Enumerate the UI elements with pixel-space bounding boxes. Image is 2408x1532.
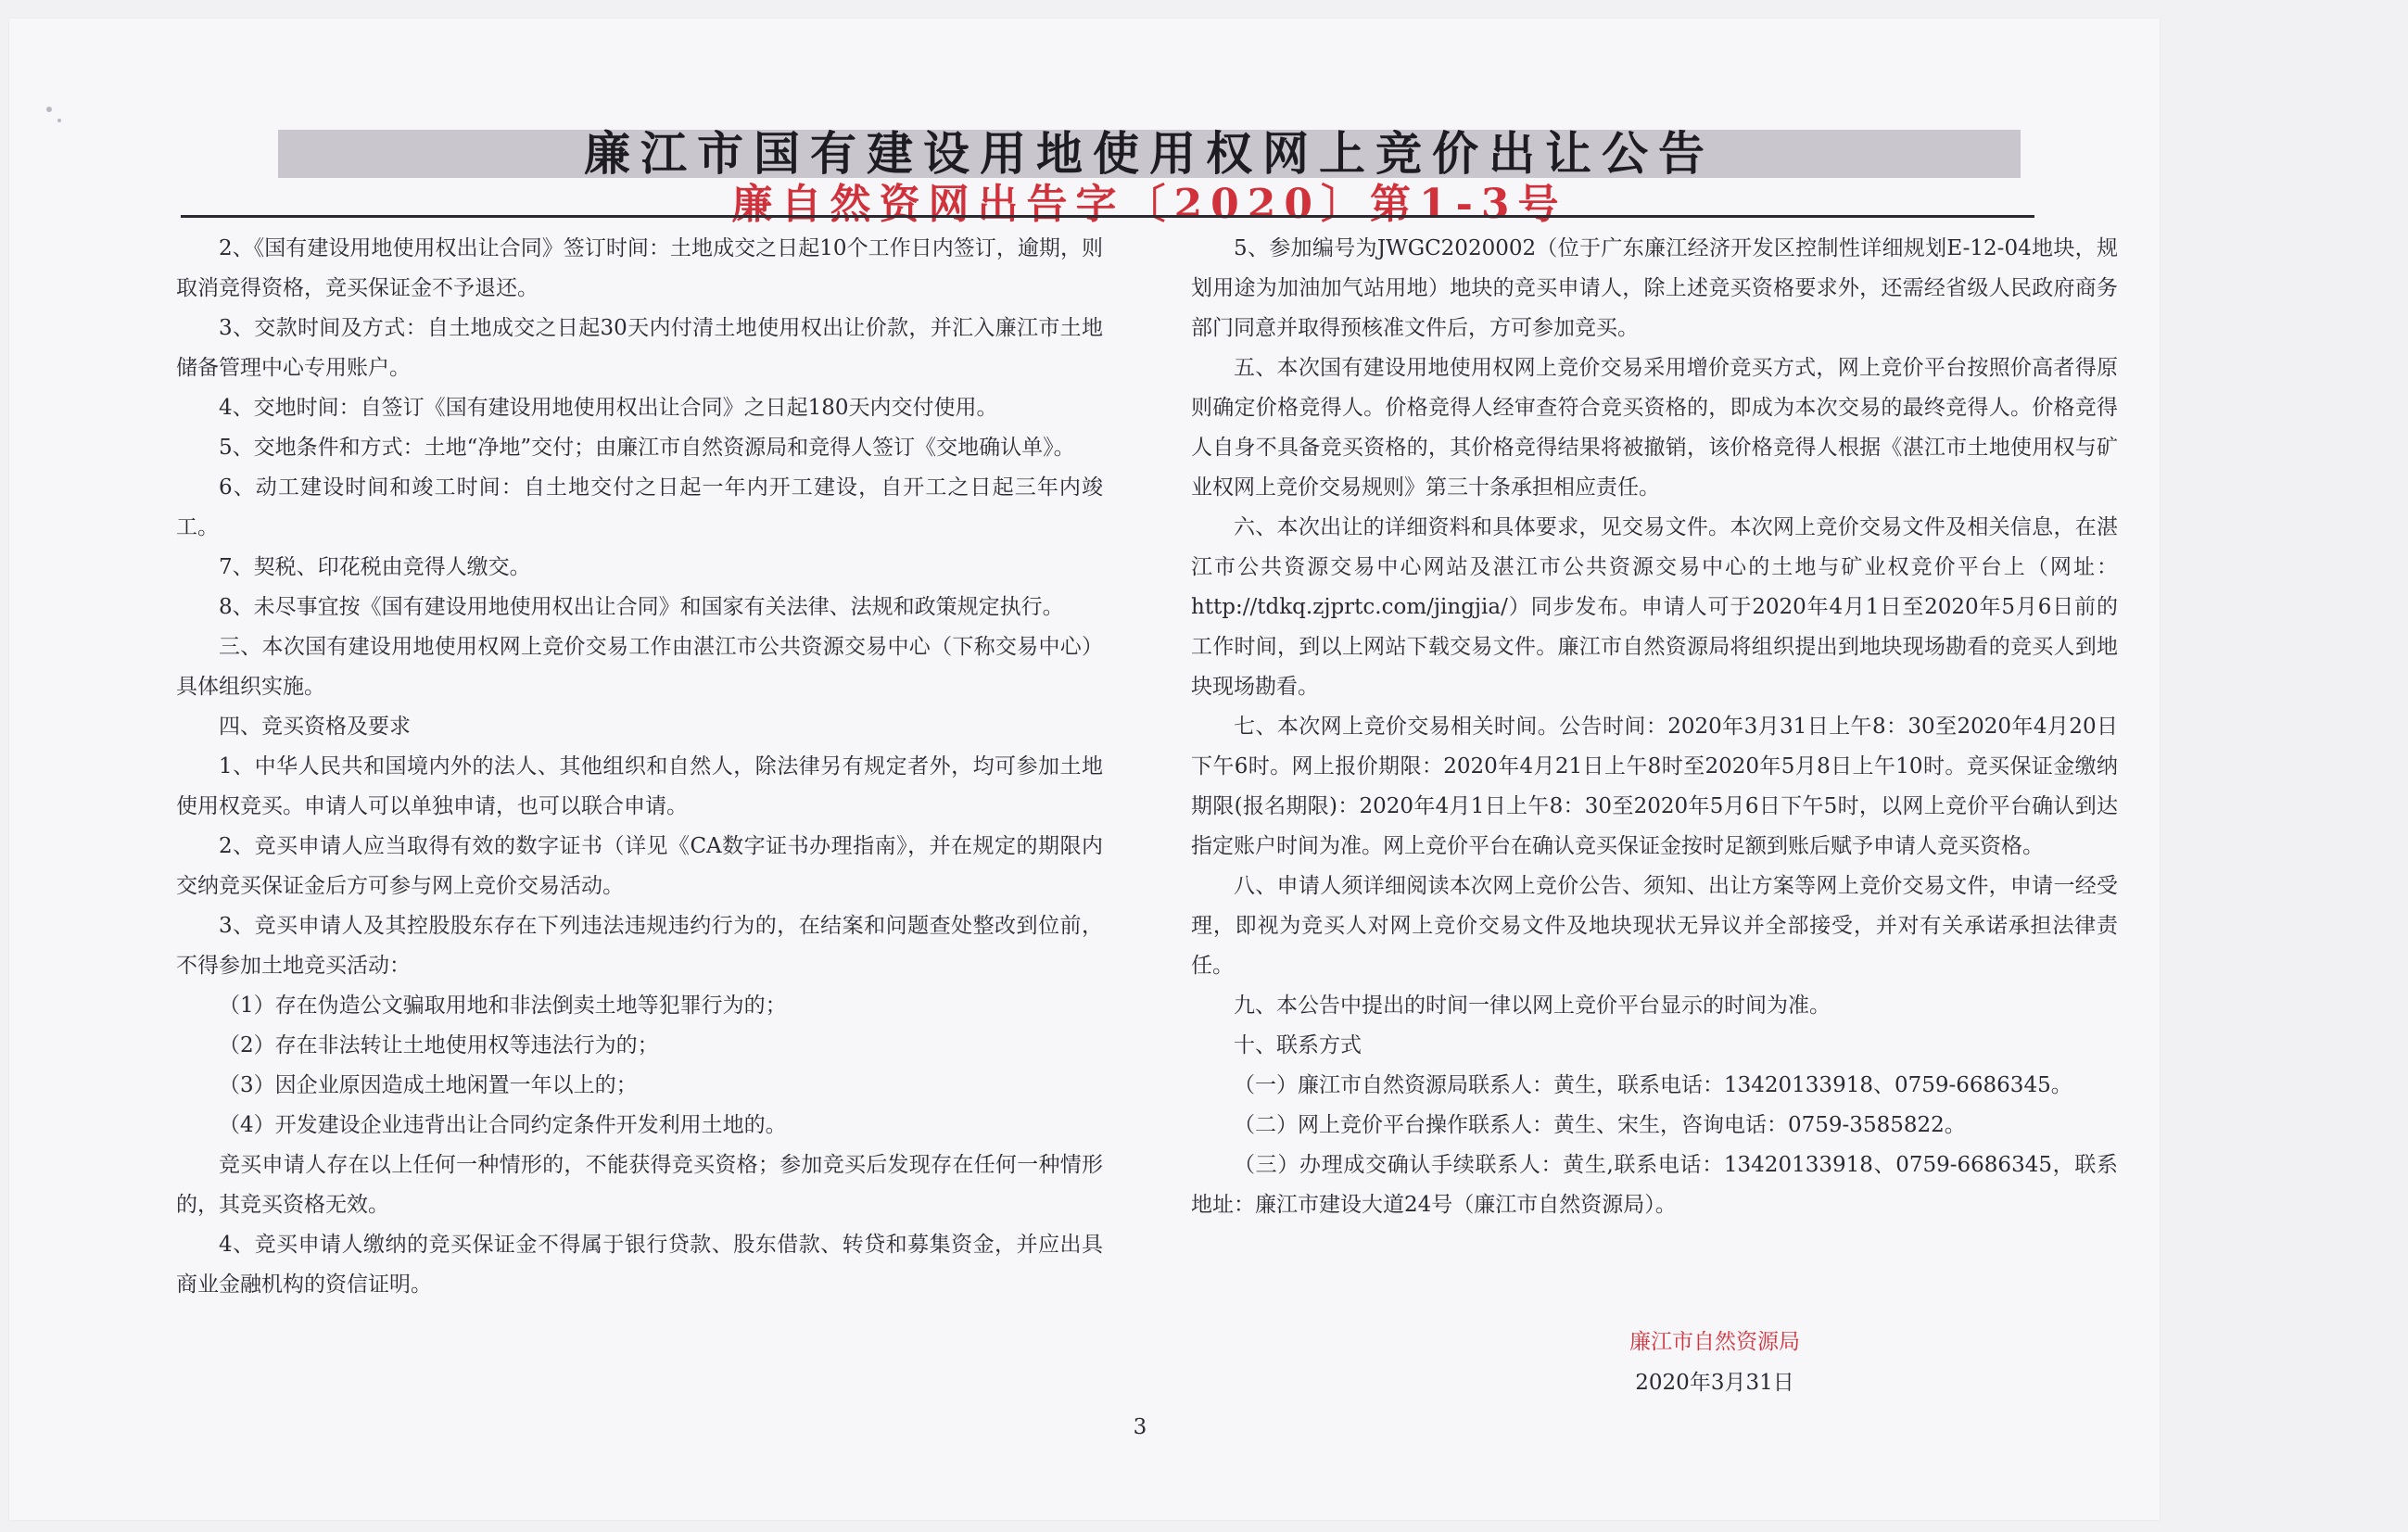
contact-line: （三）办理成交确认手续联系人：黄生,联系电话：13420133918、0759-6686345，联系地址：廉江市建设大道24号（廉江市自然资源局）。 bbox=[1191, 1153, 2118, 1217]
section-heading: 八、申请人须详细阅读本次网上竞价公告、须知、出让方案等网上竞价交易文件，申请一经受理，即视为竞买人对网上竞价交易文件及地块现状无异议并全部接受，并对有关承诺承担法律责任。 bbox=[1191, 874, 2118, 978]
list-item: （1）存在伪造公文骗取用地和非法倒卖土地等犯罪行为的； bbox=[219, 994, 787, 1018]
paragraph: 8、未尽事宜按《国有建设用地使用权出让合同》和国家有关法律、法规和政策规定执行。 bbox=[219, 595, 1064, 619]
paragraph: 5、交地条件和方式：土地“净地”交付；由廉江市自然资源局和竞得人签订《交地确认单》。 bbox=[219, 436, 1075, 460]
paragraph: 6、动工建设时间和竣工时间：自土地交付之日起一年内开工建设，自开工之日起三年内竣工。 bbox=[176, 475, 1103, 539]
section-heading: 五、本次国有建设用地使用权网上竞价交易采用增价竞买方式，网上竞价平台按照价高者得原则确定价格竞得人。价格竞得人经审查符合竞买资格的，即成为本次交易的最终竞得人。价格竞得人自身不具备竞买资格的，其价格竞得结果将被撤销，该价格竞得人根据《湛江市土地使用权与矿业权网上竞价交易规则》第三十条承担相应责任。 bbox=[1191, 356, 2118, 500]
paragraph: 2、《国有建设用地使用权出让合同》签订时间：土地成交之日起10个工作日内签订，逾期，则取消竞得资格，竞买保证金不予退还。 bbox=[176, 236, 1103, 300]
list-item: （4）开发建设企业违背出让合同约定条件开发利用土地的。 bbox=[219, 1113, 787, 1137]
section-heading: 十、联系方式 bbox=[1234, 1033, 1362, 1057]
paragraph: 3、交款时间及方式：自土地成交之日起30天内付清土地使用权出让价款，并汇入廉江市土地储备管理中心专用账户。 bbox=[176, 316, 1103, 380]
contact-line: （二）网上竞价平台操作联系人：黄生、宋生，咨询电话：0759-3585822。 bbox=[1234, 1113, 1966, 1137]
right-column bbox=[1191, 229, 2118, 1225]
paragraph: 竞买申请人存在以上任何一种情形的，不能获得竞买资格；参加竞买后发现存在任何一种情形的，其竞买资格无效。 bbox=[176, 1153, 1103, 1217]
scan-speck bbox=[46, 107, 52, 112]
page-number: 3 bbox=[1133, 1415, 1147, 1439]
paragraph: 4、竞买申请人缴纳的竞买保证金不得属于银行贷款、股东借款、转贷和募集资金，并应出具商业金融机构的资信证明。 bbox=[176, 1233, 1103, 1297]
section-heading: 六、本次出让的详细资料和具体要求，见交易文件。本次网上竞价交易文件及相关信息，在湛江市公共资源交易中心网站及湛江市公共资源交易中心的土地与矿业权竞价平台上（网址：http://tdkq.zjprtc.com/jingjia/）同步发布。申请人可于2020年4月1日至2020年5月6日前的工作时间，到以上网站下载交易文件。廉江市自然资源局将组织提出到地块现场勘看的竞买人到地块现场勘看。 bbox=[1191, 515, 2118, 699]
section-heading: 七、本次网上竞价交易相关时间。公告时间：2020年3月31日上午8：30至2020年4月20日下午6时。网上报价期限：2020年4月21日上午8时至2020年5月8日上午10时。竞买保证金缴纳期限(报名期限)：2020年4月1日上午8：30至2020年5月6日下午5时，以网上竞价平台确认到达指定账户时间为准。网上竞价平台在确认竞买保证金按时足额到账后赋予申请人竞买资格。 bbox=[1191, 715, 2118, 858]
paragraph: 4、交地时间：自签订《国有建设用地使用权出让合同》之日起180天内交付使用。 bbox=[219, 396, 998, 420]
header-divider bbox=[181, 215, 2034, 218]
paragraph: 3、竞买申请人及其控股股东存在下列违法违规违约行为的，在结案和问题查处整改到位前，不得参加土地竞买活动： bbox=[176, 914, 1103, 978]
list-item: （3）因企业原因造成土地闲置一年以上的； bbox=[219, 1073, 638, 1097]
issuing-organization: 廉江市自然资源局 bbox=[1629, 1330, 1800, 1354]
paragraph: 1、中华人民共和国境内外的法人、其他组织和自然人，除法律另有规定者外，均可参加土地使用权竞买。申请人可以单独申请，也可以联合申请。 bbox=[176, 754, 1103, 818]
left-column bbox=[176, 229, 1103, 1305]
notice-title: 廉江市国有建设用地使用权网上竞价出让公告 bbox=[584, 126, 1715, 181]
list-item: （2）存在非法转让土地使用权等违法行为的； bbox=[219, 1033, 659, 1057]
contact-line: （一）廉江市自然资源局联系人：黄生，联系电话：13420133918、0759-6686345。 bbox=[1234, 1073, 2072, 1097]
paragraph: 2、竞买申请人应当取得有效的数字证书（详见《CA数字证书办理指南》，并在规定的期限内交纳竞买保证金后方可参与网上竞价交易活动。 bbox=[176, 834, 1103, 898]
scan-speck bbox=[57, 119, 61, 122]
paragraph: 7、契税、印花税由竞得人缴交。 bbox=[219, 555, 531, 579]
paragraph: 5、参加编号为JWGC2020002（位于广东廉江经济开发区控制性详细规划E-12-04地块，规划用途为加油加气站用地）地块的竞买申请人，除上述竞买资格要求外，还需经省级人民政府商务部门同意并取得预核准文件后，方可参加竞买。 bbox=[1191, 236, 2118, 340]
section-heading: 三、本次国有建设用地使用权网上竞价交易工作由湛江市公共资源交易中心（下称交易中心）具体组织实施。 bbox=[176, 635, 1103, 699]
document-number: 廉自然资网出告字〔2020〕第1-3号 bbox=[731, 181, 1567, 228]
section-heading: 四、竞买资格及要求 bbox=[219, 715, 411, 739]
issue-date: 2020年3月31日 bbox=[1635, 1371, 1794, 1395]
section-heading: 九、本公告中提出的时间一律以网上竞价平台显示的时间为准。 bbox=[1234, 994, 1831, 1018]
